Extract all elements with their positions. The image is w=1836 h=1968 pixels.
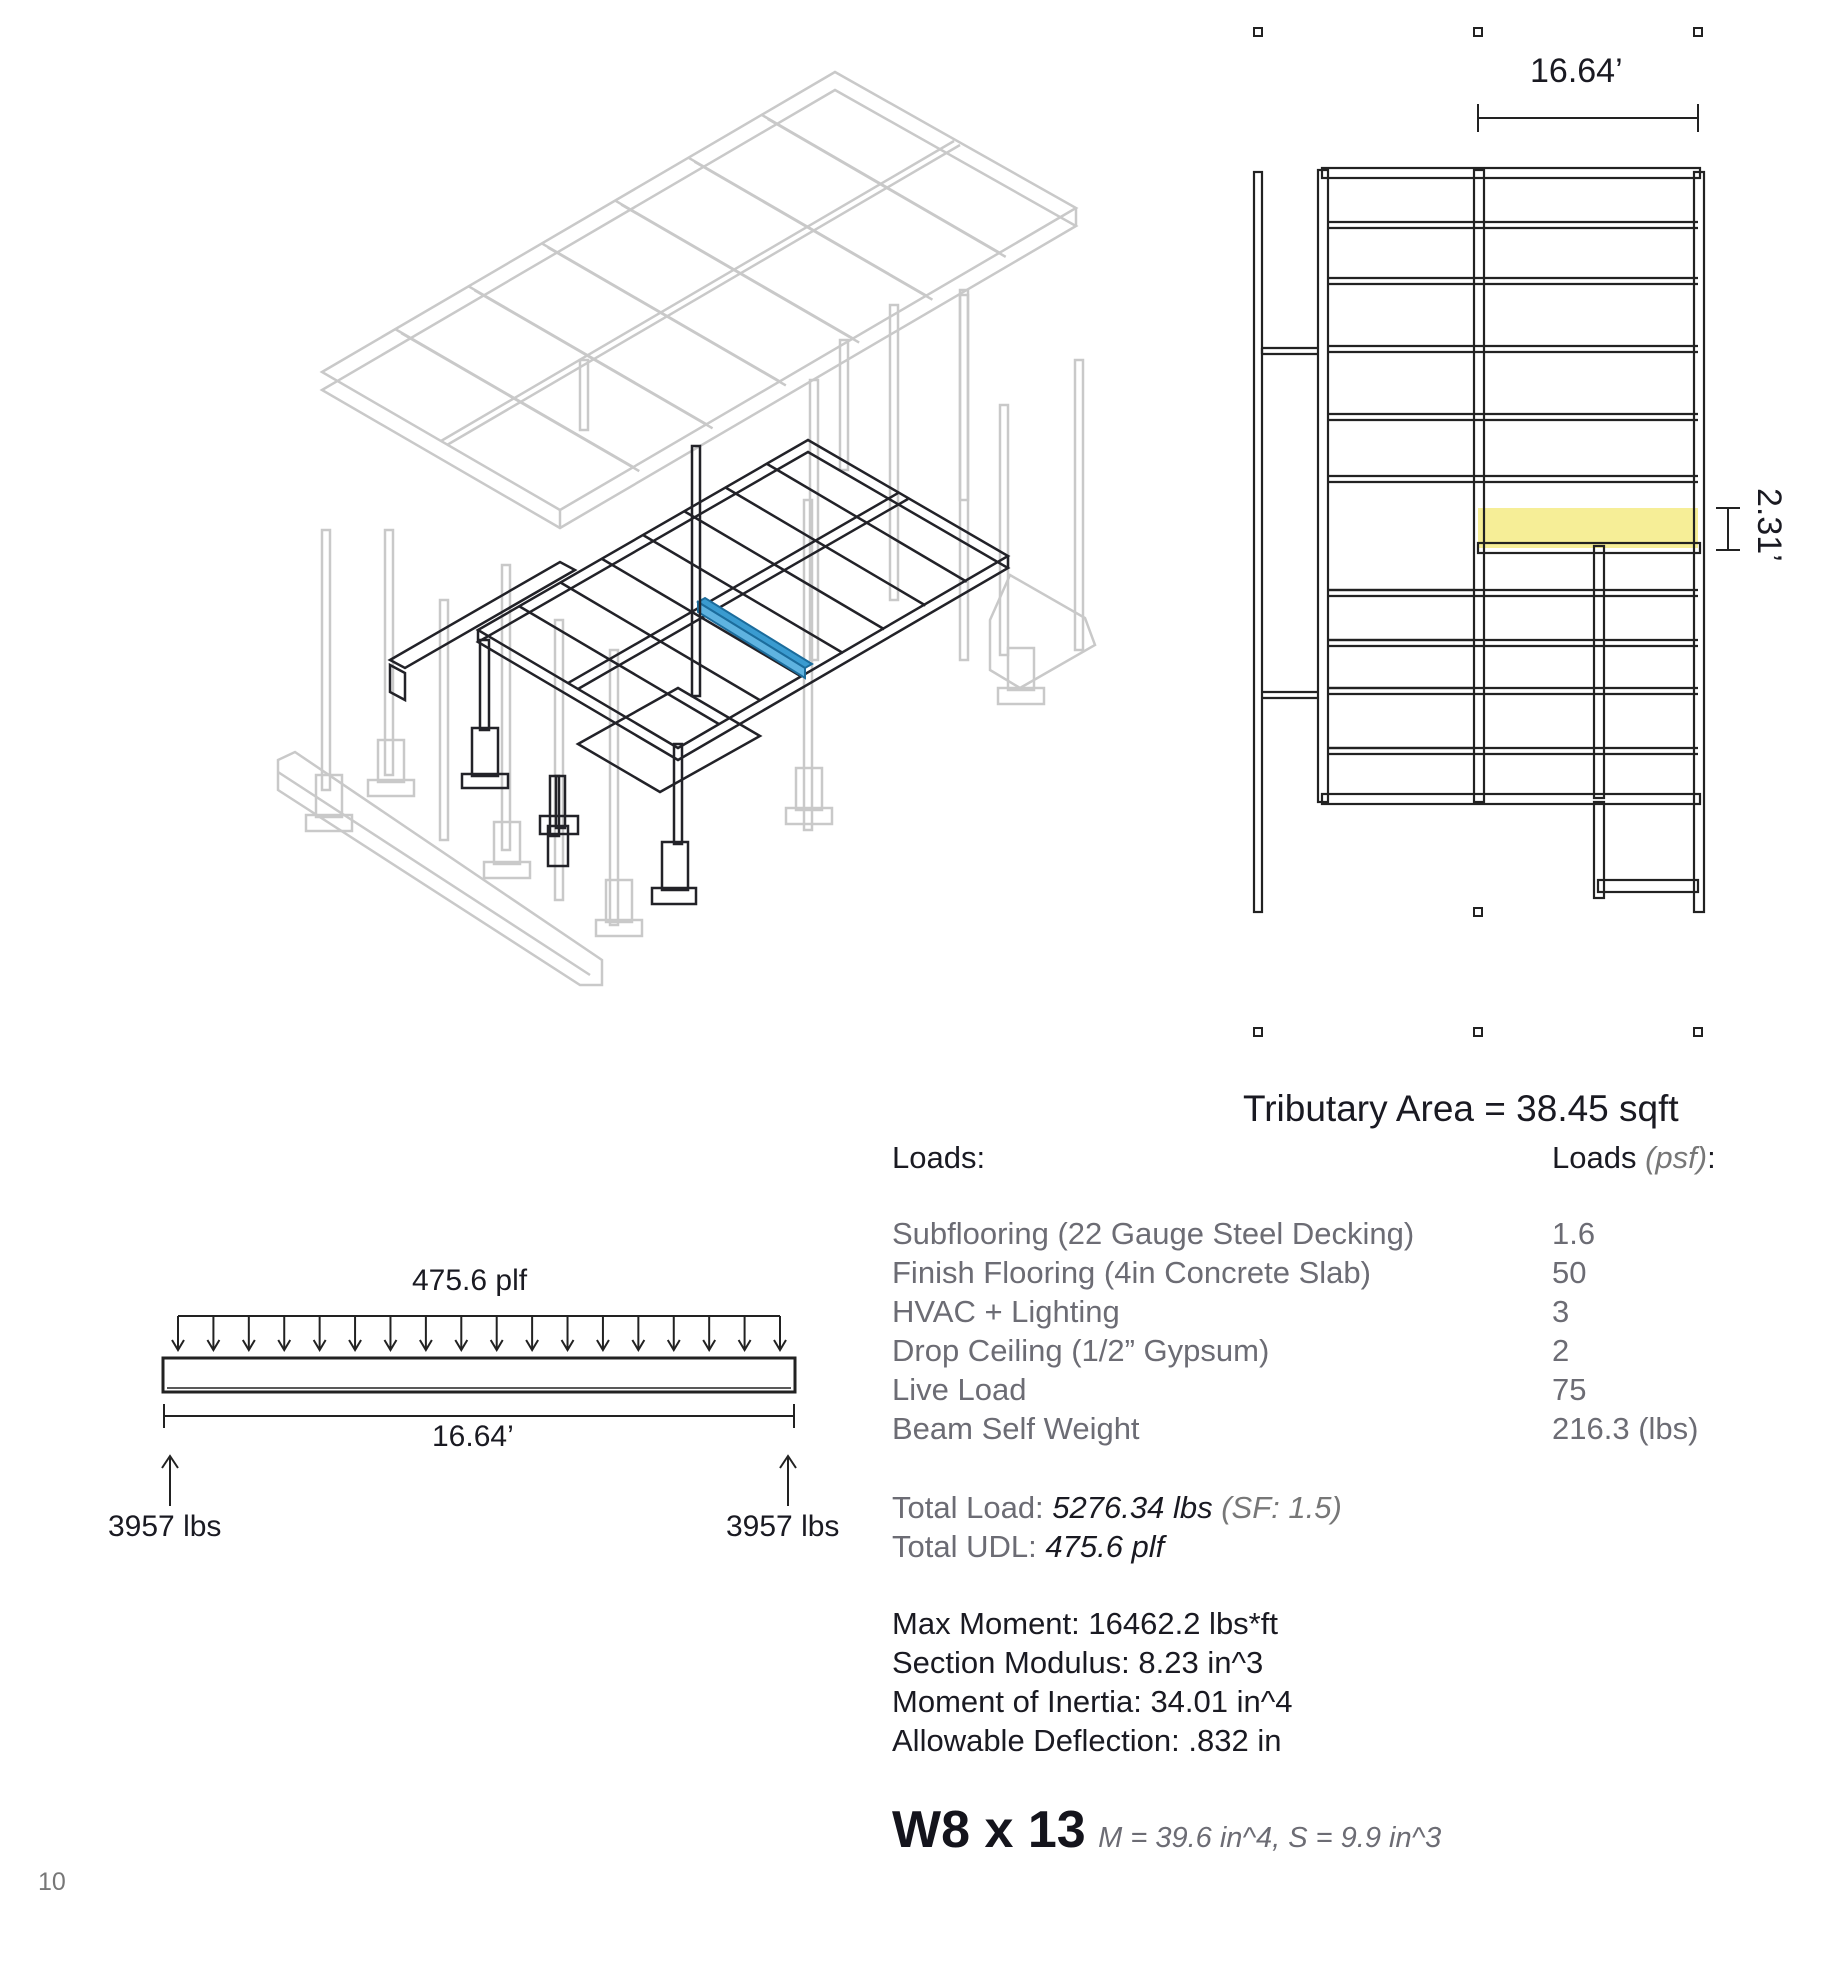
load-row-value: 1.6 (1552, 1216, 1596, 1251)
load-row-value: 2 (1552, 1333, 1570, 1368)
load-row-label: Subflooring (22 Gauge Steel Decking) (892, 1216, 1415, 1251)
left-reaction-label: 3957 lbs (108, 1510, 222, 1543)
right-reaction-label: 3957 lbs (726, 1510, 840, 1543)
tributary-area-text: Tributary Area = 38.45 sqft (1243, 1088, 1679, 1129)
loads-header: Loads: (892, 1140, 986, 1175)
load-row-label: Beam Self Weight (892, 1411, 1140, 1446)
section-modulus: Section Modulus: 8.23 in^3 (892, 1645, 1264, 1680)
load-row-value: 216.3 (lbs) (1552, 1411, 1699, 1446)
section-designation: W8 x 13 (892, 1801, 1086, 1859)
total-load-value: 5276.34 lbs (1052, 1490, 1213, 1525)
udl-label: 475.6 plf (412, 1264, 528, 1297)
max-moment: Max Moment: 16462.2 lbs*ft (892, 1606, 1278, 1641)
beam-rectangle (163, 1358, 795, 1392)
reaction-arrows (162, 1456, 796, 1506)
load-row-value: 50 (1552, 1255, 1587, 1290)
total-udl-value: 475.6 plf (1045, 1529, 1165, 1564)
loads-unit-colon: : (1707, 1140, 1716, 1175)
load-row-label: HVAC + Lighting (892, 1294, 1120, 1329)
load-row-label: Drop Ceiling (1/2” Gypsum) (892, 1333, 1270, 1368)
loads-unit-header-label: Loads (1552, 1140, 1637, 1175)
plan-span-label: 16.64’ (1530, 52, 1623, 90)
total-udl-label: Total UDL: (892, 1529, 1037, 1564)
load-row-label: Finish Flooring (4in Concrete Slab) (892, 1255, 1371, 1290)
load-row-value: 3 (1552, 1294, 1570, 1329)
load-row-label: Live Load (892, 1372, 1027, 1407)
total-load-sf: (SF: 1.5) (1221, 1490, 1342, 1525)
beam-span-label: 16.64’ (432, 1420, 514, 1453)
load-row-value: 75 (1552, 1372, 1587, 1407)
loads-unit: (psf) (1645, 1140, 1708, 1175)
allowable-deflection: Allowable Deflection: .832 in (892, 1723, 1282, 1758)
moment-of-inertia: Moment of Inertia: 34.01 in^4 (892, 1684, 1293, 1719)
page-number: 10 (38, 1868, 66, 1896)
total-load-label: Total Load: (892, 1490, 1044, 1525)
section-properties: M = 39.6 in^4, S = 9.9 in^3 (1098, 1822, 1442, 1854)
plan-depth-label: 2.31’ (1750, 488, 1788, 562)
